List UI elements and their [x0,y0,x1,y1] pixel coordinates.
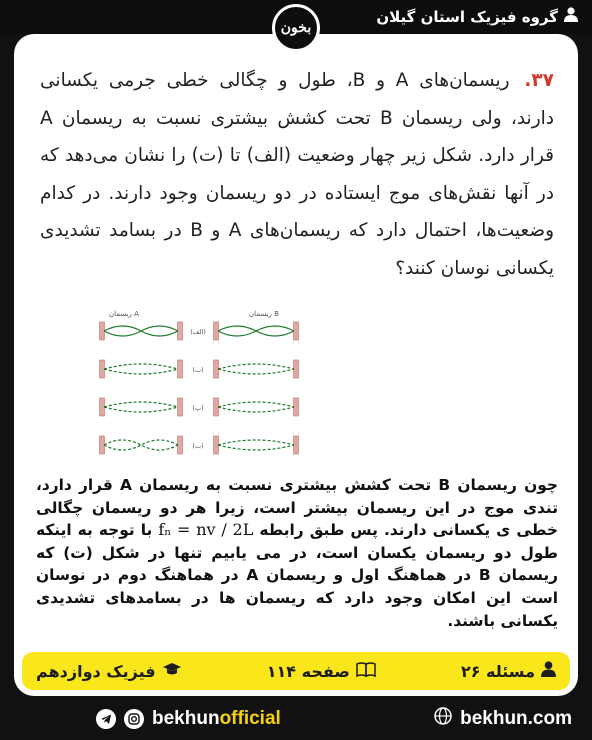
book-ref: فیزیک دوازدهم [36,662,182,681]
wave-string-b [218,445,294,450]
wall-right-b [294,360,299,378]
page-ref: صفحه ۱۱۴ [267,662,376,681]
standing-waves-figure [84,304,314,469]
wave-string-a [104,402,178,407]
bekhun-logo: بخون [272,4,320,52]
wave-string-a [104,445,178,450]
wave-string-a [104,326,178,331]
problem-ref: مسئله ۲۶ [461,661,556,681]
row-label: (پ) [192,404,204,412]
formula: fₙ = nv / 2L [158,520,254,540]
wall-left-a [100,398,105,416]
telegram-icon[interactable] [96,709,116,729]
open-book-icon [356,662,376,681]
wave-string-a [104,369,178,374]
answer-text [36,474,558,632]
wall-left-a [100,436,105,454]
social-handle[interactable]: bekhunofficial [96,708,281,730]
wave-string-b [218,440,294,445]
wall-left-b [214,398,219,416]
wave-string-b [218,369,294,374]
answer-part-2: با توجه به اینکه طول دو ریسمان یکسان است، در می یابیم تنها در شکل (ت) که ریسمان B در هماهنگ اول و ریسمان A در هماهنگ دوم در نوسان است این امکان وجود دارد که ریسمان ها در بسامدهای تشدیدی یکسانی باشند. [36,521,558,630]
wave-string-b [218,364,294,369]
question-number: ۳۷. [524,70,554,91]
wave-string-a [104,440,178,445]
wave-string-b [218,402,294,407]
wall-right-a [178,398,183,416]
graduation-cap-icon [162,662,182,681]
globe-icon [434,707,452,731]
bottom-bar [0,698,592,740]
label-string-b: ریسمان B [249,310,279,318]
wave-string-a [104,407,178,412]
website-link[interactable]: bekhun.com [434,707,572,731]
wave-string-b [218,331,294,336]
wall-left-a [100,322,105,340]
instagram-icon[interactable] [124,709,144,729]
wall-left-b [214,436,219,454]
wall-right-b [294,398,299,416]
label-string-a: ریسمان A [109,310,139,318]
figure-rows [100,322,299,454]
wall-right-a [178,360,183,378]
wall-right-b [294,436,299,454]
answer-part-1: چون ریسمان B تحت کشش بیشتری نسبت به ریسمان A قرار دارد، تندی موج در این ریسمان بیشتر است، زیرا هر دو ریسمان چگالی خطی ی یکسانی دارند. پس طبق رابطه [36,476,558,540]
row-label: (ب) [192,366,204,374]
wave-string-a [104,364,178,369]
question-text [40,62,554,287]
content-card [14,34,578,696]
user-icon [564,7,578,26]
user-icon [541,661,556,681]
wall-right-b [294,322,299,340]
row-label: (ت) [192,442,204,450]
wall-right-a [178,436,183,454]
wall-left-b [214,322,219,340]
wave-string-b [218,407,294,412]
question-body: ریسمان‌های A و B، طول و چگالی خطی جرمی یکسانی دارند، ولی ریسمان B تحت کشش بیشتری نسبت به ریسمان A قرار دارد. شکل زیر چهار وضعیت (الف) تا (ت) را نشان می‌دهد که در آنها نقش‌های موج ایستاده در دو ریسمان وجود دارند. در کدام وضعیت‌ها، احتمال دارد که ریسمان‌های A و B در بسامد تشدیدی یکسانی نوسان کنند؟ [40,70,555,279]
wall-left-a [100,360,105,378]
wall-left-b [214,360,219,378]
wave-string-b [218,326,294,331]
row-label: (الف) [190,328,206,336]
wall-right-a [178,322,183,340]
wave-string-a [104,331,178,336]
reference-bar [22,652,570,690]
group-name: گروه فیزیک استان گیلان [376,7,578,26]
